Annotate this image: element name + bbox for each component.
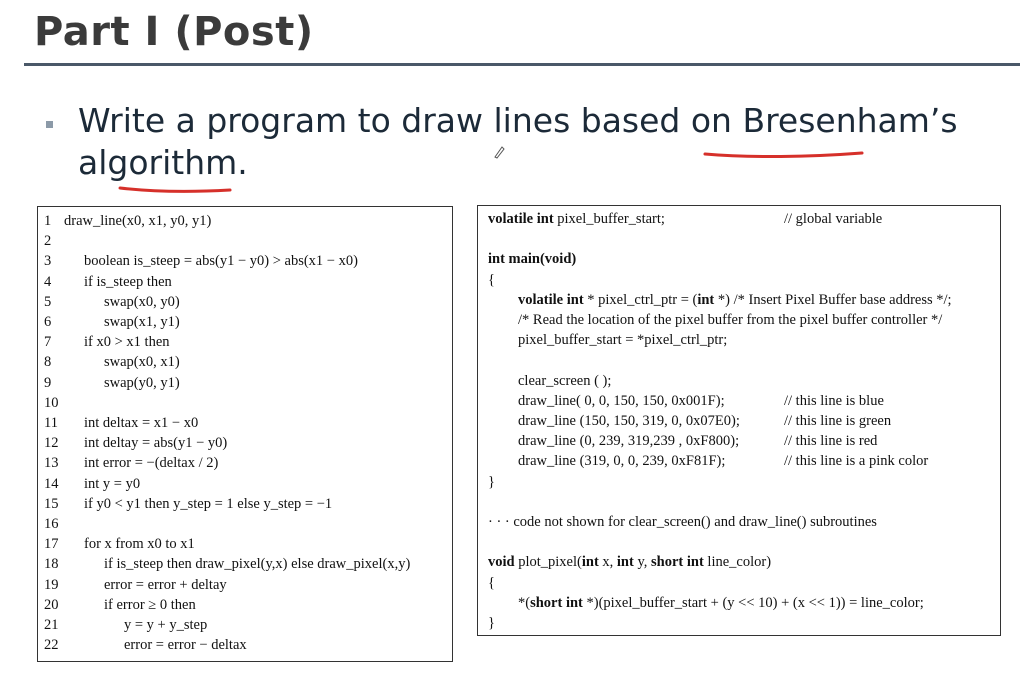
underline-annotation-algorithm — [115, 182, 235, 198]
line-code — [518, 371, 611, 391]
line-code — [488, 209, 665, 229]
line-code: if is_steep then — [84, 273, 172, 290]
line-code — [518, 310, 942, 330]
code-comment: // global variable — [784, 211, 883, 227]
keyword: volatile int — [488, 211, 554, 227]
bullet-marker — [46, 121, 53, 128]
line-code: for x from x0 to x1 — [84, 536, 195, 553]
line-code: if y0 < y1 then y_step = 1 else y_step = −1 — [84, 495, 333, 512]
underline-annotation-bresenham — [700, 146, 870, 162]
line-number: 6 — [44, 314, 52, 330]
line-code: draw_line(x0, x1, y0, y1) — [64, 213, 212, 229]
line-number: 1 — [44, 213, 52, 229]
line-number: 14 — [44, 475, 59, 492]
keyword: int — [581, 554, 599, 571]
line-code: if x0 > x1 then — [84, 334, 170, 351]
line-code — [488, 249, 576, 269]
line-code — [488, 573, 495, 593]
line-number: 8 — [44, 354, 52, 371]
line-code — [518, 593, 924, 613]
code-text: *( — [518, 594, 531, 611]
title-divider — [24, 63, 1020, 66]
keyword: short int — [651, 554, 704, 571]
code-comment: // this line is red — [784, 433, 878, 450]
line-code: y = y + y_step — [124, 617, 208, 633]
bullet-text: Write a program to draw lines based on Bresenham’s algorithm. — [78, 101, 958, 182]
keyword: void — [488, 554, 515, 571]
line-number: 7 — [44, 334, 52, 351]
line-number: 17 — [44, 536, 59, 553]
line-number: 16 — [44, 516, 59, 532]
pseudocode-listing — [37, 206, 453, 662]
line-number: 19 — [44, 576, 59, 593]
line-code: error = error + deltay — [104, 576, 227, 593]
code-text: * pixel_ctrl_ptr = ( — [583, 291, 698, 308]
keyword: int — [697, 291, 715, 308]
line-number: 15 — [44, 495, 59, 512]
line-code: swap(x0, y0) — [104, 293, 180, 310]
line-code: if error ≥ 0 then — [104, 596, 196, 613]
line-number: 20 — [44, 596, 59, 613]
code-text: draw_line (0, 239, 319,239 , 0xF800); — [518, 433, 740, 450]
line-code: int y = y0 — [84, 475, 141, 492]
line-number: 12 — [44, 435, 59, 452]
line-code: swap(x1, y1) — [104, 314, 180, 330]
line-code: int error = −(deltax / 2) — [84, 455, 219, 472]
line-number: 3 — [44, 253, 52, 270]
line-number: 11 — [44, 415, 58, 431]
line-code — [518, 330, 727, 350]
code-text: y, — [633, 554, 652, 571]
keyword: int main(void) — [488, 251, 577, 268]
line-number: 4 — [44, 273, 52, 290]
code-text: line_color) — [703, 554, 772, 571]
line-number: 2 — [44, 233, 52, 250]
line-code — [518, 411, 740, 431]
slide-title: Part I (Post) — [34, 9, 314, 55]
line-code — [488, 613, 495, 633]
line-code — [488, 512, 877, 532]
line-code — [518, 290, 952, 310]
code-text: draw_line( 0, 0, 150, 150, 0x001F); — [518, 392, 725, 409]
code-text: *) /* Insert Pixel Buffer base address */; — [714, 291, 952, 308]
line-code: swap(y0, y1) — [104, 374, 180, 391]
code-text: } — [488, 473, 495, 490]
line-number: 9 — [44, 374, 52, 391]
code-text: pixel_buffer_start = *pixel_ctrl_ptr; — [518, 332, 728, 349]
code-text: } — [488, 615, 495, 631]
line-code: boolean is_steep = abs(y1 − y0) > abs(x1 − x0) — [84, 253, 358, 270]
line-code — [518, 391, 725, 411]
code-comment: // this line is a pink color — [784, 453, 929, 470]
line-number: 5 — [44, 293, 52, 310]
code-text: *)(pixel_buffer_start + (y << 10) + (x << 1)) = line_color; — [582, 594, 924, 611]
pen-cursor-icon — [492, 144, 506, 160]
line-number: 21 — [44, 617, 59, 633]
code-text: { — [488, 271, 495, 288]
code-comment: // this line is green — [784, 413, 892, 429]
code-text: x, — [598, 554, 617, 571]
line-code: if is_steep then draw_pixel(y,x) else draw_pixel(x,y) — [104, 556, 411, 573]
line-code — [488, 552, 771, 572]
line-number: 22 — [44, 637, 59, 654]
code-text: plot_pixel( — [514, 554, 582, 571]
code-text: draw_line (150, 150, 319, 0, 0x07E0); — [518, 413, 740, 429]
code-text: clear_screen ( ); — [518, 372, 612, 389]
line-code: error = error − deltax — [124, 637, 247, 654]
keyword: int — [616, 554, 634, 571]
line-code — [518, 451, 725, 471]
line-number: 18 — [44, 556, 59, 573]
code-text: draw_line (319, 0, 0, 239, 0xF81F); — [518, 453, 726, 470]
c-code-listing — [477, 205, 1001, 636]
code-comment: // this line is blue — [784, 392, 884, 409]
line-code: swap(x0, x1) — [104, 354, 180, 371]
line-code — [488, 270, 495, 290]
line-number: 10 — [44, 394, 59, 411]
code-text: /* Read the location of the pixel buffer from the pixel buffer controller */ — [518, 312, 943, 328]
keyword: short int — [530, 594, 583, 611]
line-code — [488, 472, 495, 492]
code-text: · · · code not shown for clear_screen() and draw_line() subroutines — [488, 514, 877, 530]
keyword: volatile int — [518, 291, 584, 308]
line-code: int deltax = x1 − x0 — [84, 415, 199, 431]
code-text: { — [488, 574, 495, 591]
line-code: int deltay = abs(y1 − y0) — [84, 435, 228, 452]
code-text: pixel_buffer_start; — [553, 211, 665, 227]
line-number: 13 — [44, 455, 59, 472]
line-code — [518, 431, 739, 451]
